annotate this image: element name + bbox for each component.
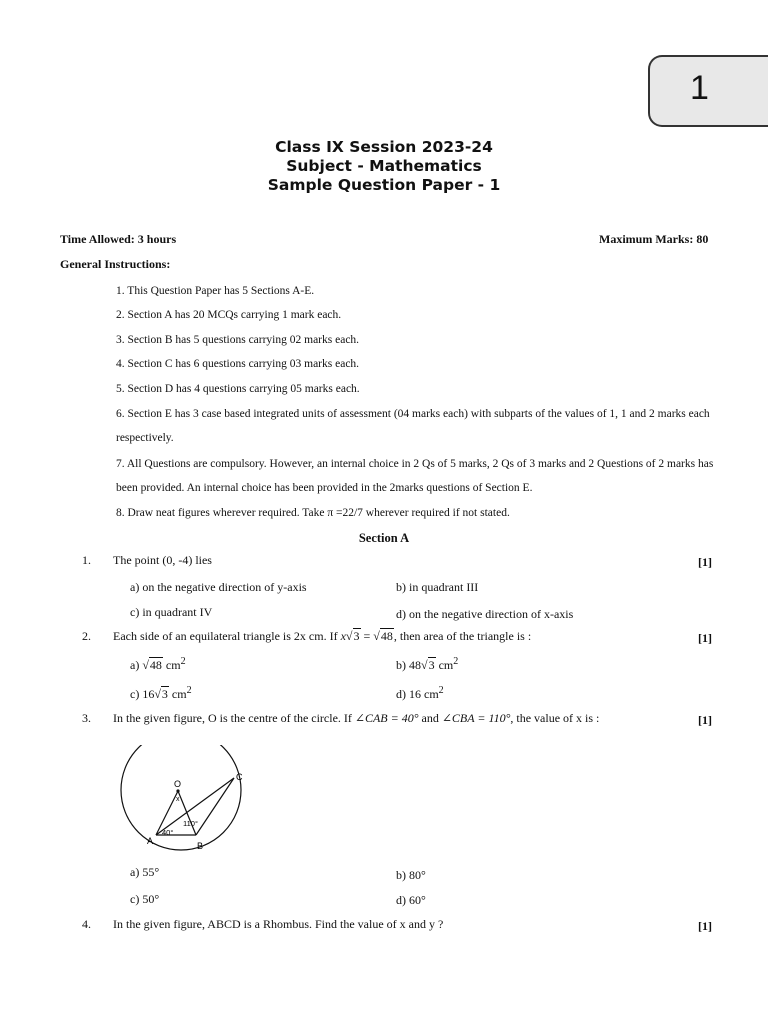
option-coefficient: 16 <box>142 687 155 701</box>
option-d <box>396 685 444 702</box>
option-unit: cm <box>165 658 181 672</box>
paper-subject: Subject - Mathematics <box>286 157 482 175</box>
instructions-title: General Instructions: <box>60 257 171 271</box>
page-number-tab <box>648 55 768 127</box>
label-angle-40: 40° <box>162 828 174 837</box>
instruction-item: 7. All Questions are compulsory. However, an internal choice in 2 Qs of 5 marks, 2 Qs of 3 marks and 2 Questions of 2 marks has been provided. An internal choice has been provided in the 2marks questions of Section E. <box>116 458 714 494</box>
question-marks: [1] <box>698 919 712 933</box>
maximum-marks: Maximum Marks: 80 <box>599 232 709 246</box>
circle-figure <box>118 745 253 855</box>
instruction-item: 1. This Question Paper has 5 Sections A-E. <box>116 285 315 297</box>
option-exponent: 2 <box>438 685 444 696</box>
label-angle-110: 110° <box>183 819 198 828</box>
question-text-part: , the value of x is : <box>510 711 600 725</box>
radius-ob <box>178 791 196 835</box>
label-c: C <box>236 772 243 782</box>
option-c: c) 50° <box>130 892 160 906</box>
option-b: b) 48√3 $cm^2$ <box>396 656 459 672</box>
option-c: c) in quadrant IV <box>130 605 213 619</box>
option-a: a) √48 $cm^2$ <box>130 656 186 672</box>
option-a: a) on the negative direction of y-axis <box>130 580 307 594</box>
option-b: b) 80° <box>396 868 426 882</box>
question-number: 4. <box>82 917 91 931</box>
option-a: a) 55° <box>130 865 160 879</box>
instruction-item: 3. Section B has 5 questions carrying 02 marks each. <box>116 334 360 346</box>
question-text <box>113 711 599 726</box>
equation-equals: = <box>360 629 374 643</box>
page-number: 1 <box>690 69 709 107</box>
question-text-part: In the given figure, O is the centre of the circle. If <box>113 711 355 725</box>
equation-root: 3 <box>353 629 360 643</box>
question-number: 3. <box>82 711 91 725</box>
label-b: B <box>197 841 204 851</box>
option-unit: cm <box>171 687 187 701</box>
question-number: 2. <box>82 629 91 643</box>
question-number: 1. <box>82 553 91 567</box>
question-text-part: and <box>418 711 442 725</box>
question-marks: [1] <box>698 713 712 727</box>
question-text-part: Each side of an equilateral triangle is 2x cm. If <box>113 629 341 643</box>
question-text-part: , then area of the triangle is : <box>393 629 532 643</box>
paper-title: Sample Question Paper - 1 <box>267 176 501 194</box>
question-text: The point (0, -4) lies <box>113 553 212 567</box>
option-root: 3 <box>428 658 435 672</box>
equation-variable: x <box>340 629 346 643</box>
angle-expression: ∠CBA = 110° <box>441 711 511 725</box>
option-exponent: 2 <box>180 656 186 667</box>
option-label: b) <box>396 658 406 672</box>
option-root: 3 <box>161 687 168 701</box>
question-text: Each side of an equilateral triangle is 2x cm. If x√3 = √48, then area of the triangle is : <box>113 629 532 643</box>
center-point <box>176 789 179 792</box>
option-exponent: 2 <box>186 685 192 696</box>
option-unit: cm <box>438 658 454 672</box>
option-label: c) <box>130 687 140 701</box>
question-text: In the given figure, ABCD is a Rhombus. Find the value of x and y ? <box>113 917 444 931</box>
option-d: d) on the negative direction of x-axis <box>396 607 574 621</box>
option-label: a) <box>130 658 140 672</box>
paper-class-session: Class IX Session 2023-24 <box>275 138 493 156</box>
option-label: d) <box>396 687 406 701</box>
question-marks: [1] <box>698 555 712 569</box>
label-a: A <box>147 836 154 846</box>
option-d: d) 60° <box>396 893 426 907</box>
instruction-item: 6. Section E has 3 case based integrated units of assessment (04 marks each) with subparts of the values of 1, 1 and 2 marks each respectively. <box>116 408 710 444</box>
instruction-item: 8. Draw neat figures wherever required. Take π =22/7 wherever required if not stated. <box>116 507 510 519</box>
option-root: 48 <box>149 658 162 672</box>
instruction-item: 2. Section A has 20 MCQs carrying 1 mark each. <box>116 309 342 321</box>
option-exponent: 2 <box>453 656 459 667</box>
label-o: O <box>174 779 182 789</box>
equation-root: 48 <box>380 629 393 643</box>
time-allowed: Time Allowed: 3 hours <box>60 232 177 246</box>
section-heading: Section A <box>358 531 410 545</box>
option-c: c) 16√3 $cm^2$ <box>130 685 192 701</box>
instruction-item: 4. Section C has 6 questions carrying 03 marks each. <box>116 358 360 370</box>
option-value: 16 cm <box>409 687 439 701</box>
instruction-item: 5. Section D has 4 questions carrying 05 marks each. <box>116 383 360 395</box>
question-marks: [1] <box>698 631 712 645</box>
option-coefficient: 48 <box>409 658 421 672</box>
label-x: x <box>176 796 180 803</box>
option-b: b) in quadrant III <box>396 580 479 594</box>
angle-expression: ∠CAB = 40° <box>354 711 419 725</box>
